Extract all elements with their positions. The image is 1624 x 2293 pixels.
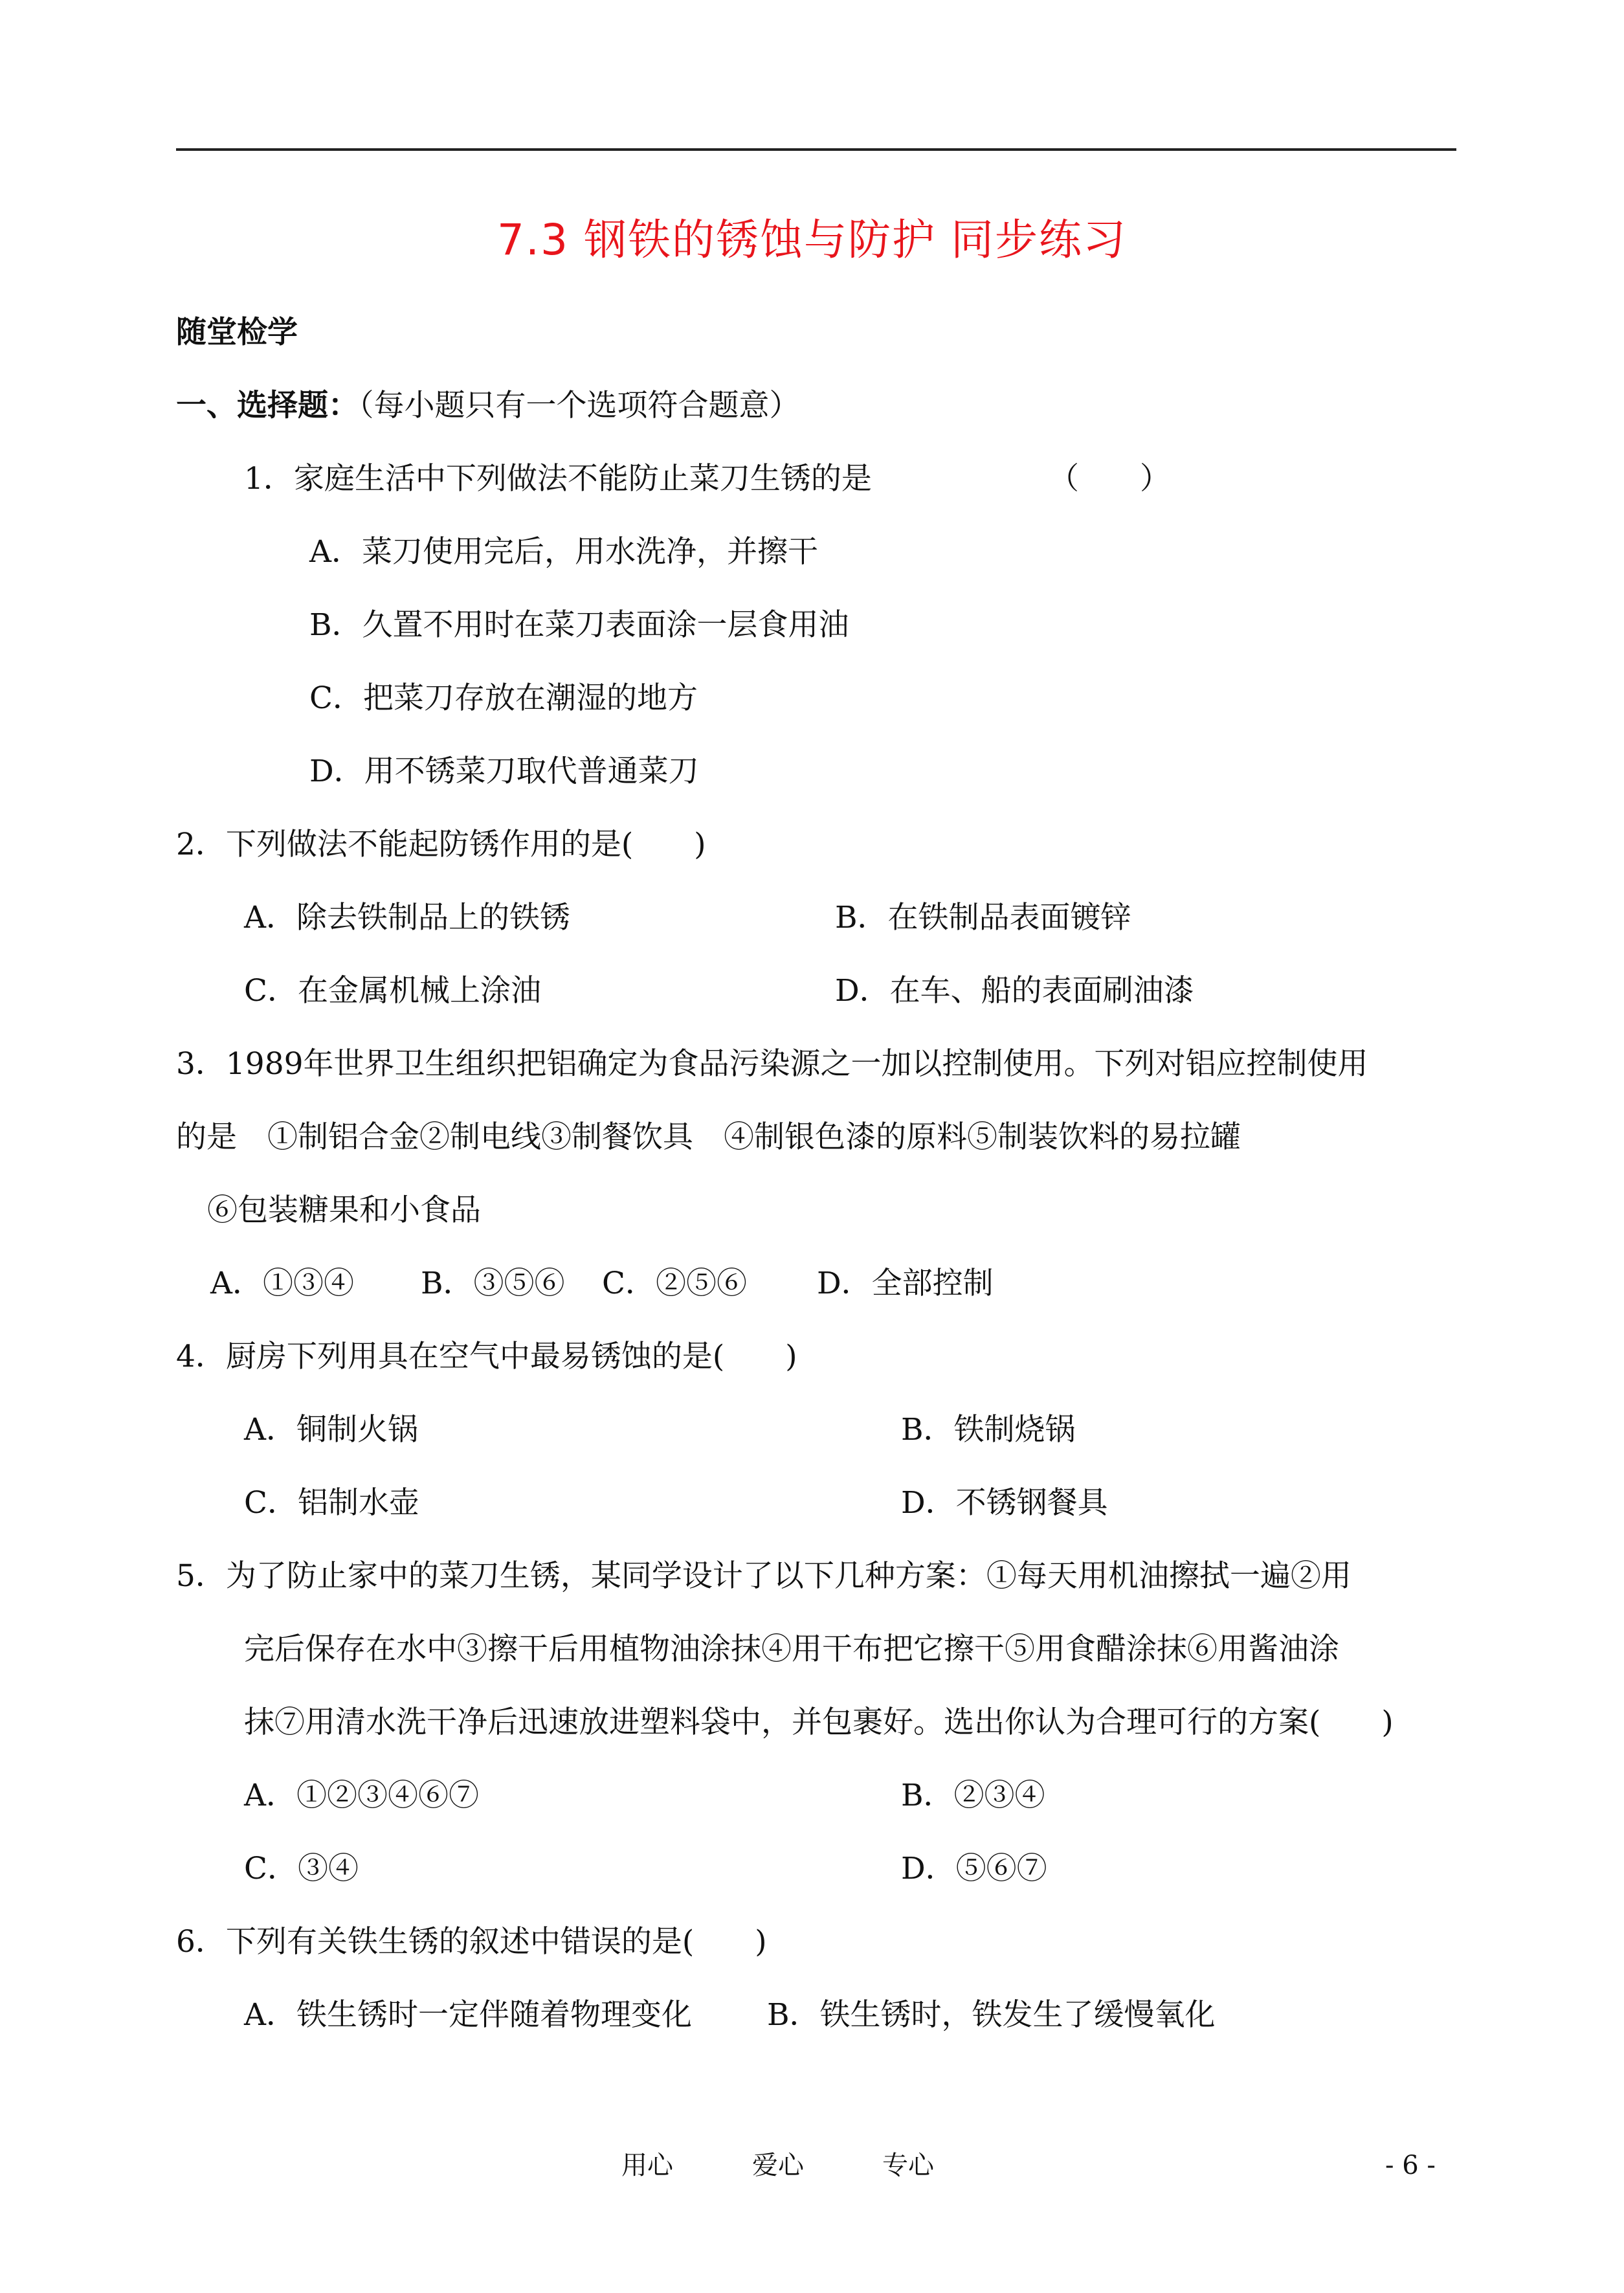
q3-option-c: C．②⑤⑥: [602, 1266, 747, 1301]
q6-stem: 6．下列有关铁生锈的叙述中错误的是( ): [176, 1924, 767, 1960]
q6-option-b: B．铁生锈时，铁发生了缓慢氧化: [767, 1997, 1216, 2033]
q2-option-b: B．在铁制品表面镀锌: [835, 900, 1131, 935]
section-heading: 随堂检学: [176, 315, 298, 350]
q6-option-a: A．铁生锈时一定伴随着物理变化: [244, 1997, 692, 2033]
q1-answer-bracket: （ ）: [1049, 461, 1170, 497]
q5-stem-line3: 抹⑦用清水洗干净后迅速放进塑料袋中，并包裹好。选出你认为合理可行的方案( ): [244, 1705, 1394, 1740]
q4-option-d: D．不锈钢餐具: [901, 1485, 1108, 1521]
q1-option-b: B．久置不用时在菜刀表面涂一层食用油: [309, 607, 849, 643]
page-number: - 6 -: [1385, 2151, 1436, 2180]
q2-option-c: C．在金属机械上涂油: [244, 973, 541, 1009]
q4-option-b: B．铁制烧锅: [901, 1412, 1076, 1448]
q1-option-a: A．菜刀使用完后，用水洗净，并擦干: [309, 534, 818, 570]
q3-stem-line1: 3．1989年世界卫生组织把铝确定为食品污染源之一加以控制使用。下列对铝应控制使用: [176, 1046, 1368, 1082]
q4-option-c: C．铝制水壶: [244, 1485, 419, 1521]
q5-option-b: B．②③④: [901, 1778, 1045, 1813]
q5-option-d: D．⑤⑥⑦: [901, 1851, 1047, 1886]
header-rule: [176, 148, 1456, 151]
footer-motto-1: 用心: [621, 2151, 673, 2180]
q5-stem-line1: 5．为了防止家中的菜刀生锈，某同学设计了以下几种方案：①每天用机油擦拭一遍②用: [176, 1558, 1351, 1594]
q5-stem-line2: 完后保存在水中③擦干后用植物油涂抹④用干布把它擦干⑤用食醋涂抹⑥用酱油涂: [244, 1631, 1339, 1667]
q4-option-a: A．铜制火锅: [244, 1412, 418, 1448]
q2-option-d: D．在车、船的表面刷油漆: [835, 973, 1194, 1009]
q3-option-d: D．全部控制: [817, 1266, 994, 1301]
q1-stem: 1．家庭生活中下列做法不能防止菜刀生锈的是: [244, 461, 872, 497]
page-title: 7.3 钢铁的锈蚀与防护 同步练习: [497, 215, 1127, 265]
part-heading-line: [176, 383, 800, 429]
q3-stem-line3: ⑥包装糖果和小食品: [207, 1192, 481, 1228]
q3-option-a: A．①③④: [210, 1266, 354, 1301]
q1-option-d: D．用不锈菜刀取代普通菜刀: [309, 754, 699, 789]
q2-option-a: A．除去铁制品上的铁锈: [244, 900, 570, 935]
q2-stem: 2．下列做法不能起防锈作用的是( ): [176, 827, 706, 862]
q1-option-c: C．把菜刀存放在潮湿的地方: [309, 680, 698, 716]
q4-stem: 4．厨房下列用具在空气中最易锈蚀的是( ): [176, 1339, 797, 1374]
q3-option-b: B．③⑤⑥: [421, 1266, 565, 1301]
part-note: （每小题只有一个选项符合题意）: [359, 388, 800, 423]
part-heading: 一、选择题：: [176, 388, 359, 423]
q5-option-a: A．①②③④⑥⑦: [244, 1778, 479, 1813]
q5-option-c: C．③④: [244, 1851, 359, 1886]
footer-motto-2: 爱心: [752, 2151, 804, 2180]
footer-motto-3: 专心: [882, 2151, 934, 2180]
q3-stem-line2: 的是 ①制铝合金②制电线③制餐饮具 ④制银色漆的原料⑤制装饮料的易拉罐: [176, 1119, 1241, 1155]
